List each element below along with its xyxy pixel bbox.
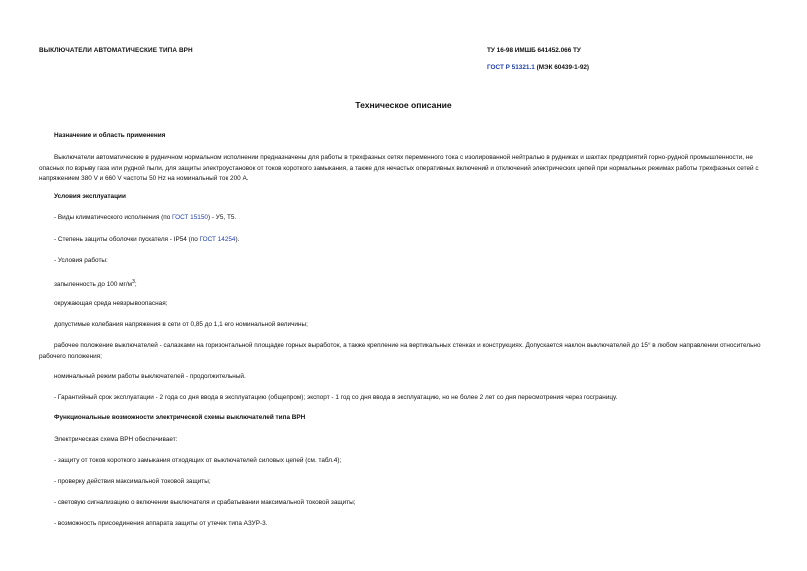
environment-line: окружающая среда невзрывоопасная; [54, 300, 168, 307]
conditions-heading: Условия эксплуатации [54, 193, 126, 200]
function-item-2: - проверку действия максимальной токовой защиты; [54, 478, 211, 485]
header-gost [487, 64, 589, 71]
dust-text: запыленность до 100 мг/м [54, 281, 133, 289]
gost-14254-link[interactable]: ГОСТ 14254 [199, 236, 236, 243]
protection-line [39, 235, 784, 246]
dust-line [39, 277, 784, 291]
climate-suffix: ) - У5, Т5. [207, 214, 237, 221]
scheme-intro: Электрическая схема ВРН обеспечивает: [54, 436, 178, 443]
function-item-3: - световую сигнализацию о включении выключателя и срабатывании максимальной токовой защиты; [54, 499, 356, 506]
dust-end: ; [134, 281, 137, 289]
purpose-heading: Назначение и область применения [54, 132, 166, 139]
mode-line: номинальный режим работы выключателей - продолжительный. [54, 373, 246, 380]
dust-superscript: 3 [132, 279, 135, 285]
protection-suffix: ). [235, 236, 240, 243]
work-conditions: - Условия работы: [54, 257, 108, 264]
voltage-line: допустимые колебания напряжения в сети от 0,85 до 1,1 его номинальной величины; [54, 321, 308, 328]
header-title: ВЫКЛЮЧАТЕЛИ АВТОМАТИЧЕСКИЕ ТИПА ВРН [39, 47, 193, 54]
function-item-4: - возможность присоединения аппарата защиты от утечек типа АЗУР-3. [54, 520, 268, 527]
gost-15150-link[interactable]: ГОСТ 15150 [172, 214, 208, 221]
climate-line [39, 213, 784, 224]
position-text: рабочее положение выключателей - салазками на горизонтальной площадке горных выработок, а также крепление на вертикальных стенках и конструкциях. Допускается наклон выключателей до 15° в любом направлении относительно рабочего положения; [39, 342, 761, 360]
functions-heading: Функциональные возможности электрической схемы выключателей типа ВРН [54, 414, 306, 421]
protection-prefix: - Степень защиты оболочки пускателя - IP54 (по [54, 236, 200, 243]
function-item-1: - защиту от токов короткого замыкания отходящих от выключателей силовых цепей (см. табл.4); [54, 457, 342, 464]
warranty-line: - Гарантийный срок эксплуатации - 2 года со дня ввода в эксплуатацию (общепром); экспорт - 1 год со дня ввода в эксплуатацию, но не более 2 лет со дня пересмотрения через госграницу. [54, 394, 618, 401]
gost-r-link[interactable]: ГОСТ Р 51321.1 [487, 64, 535, 71]
climate-prefix: - Виды климатического исполнения (по [54, 214, 173, 221]
page-title: Техническое описание [355, 100, 452, 110]
purpose-text: Выключатели автоматические в рудничном нормальном исполнении предназначены для работы в трехфазных сетях переменного тока с изолированной нейтралью в рудниках и шахтах предприятий горно-рудной промышленности, не опасных по взрыву газа или рудной пыли, для защиты электроустановок от токов короткого замыкания, а также для нечастых оперативных включений и отключений электрических цепей при нормальных режимах работы трехфазных сетей с напряжением 380 V и 660 V частоты 50 Hz на номинальный ток 200 А. [39, 154, 759, 183]
header-spec: ТУ 16-98 ИМШБ 641452.066 ТУ [487, 47, 581, 54]
gost-suffix: (МЭК 60439-1-92) [534, 64, 590, 71]
